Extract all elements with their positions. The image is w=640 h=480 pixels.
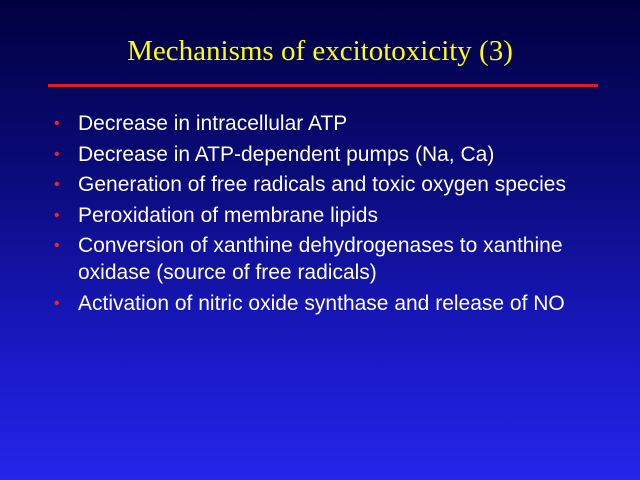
- bullet-icon: •: [54, 115, 60, 132]
- list-item: [54, 141, 614, 168]
- slide-title: Mechanisms of excitotoxicity (3): [127, 35, 513, 67]
- list-item-text: Decrease in ATP-dependent pumps (Na, Ca): [78, 142, 495, 166]
- bullet-icon: •: [54, 145, 60, 163]
- bullet-icon: •: [54, 206, 60, 224]
- list-item-text: Activation of nitric oxide synthase and release of NO: [78, 291, 565, 315]
- list-item: [54, 232, 614, 286]
- bullet-icon: •: [54, 294, 60, 312]
- title-divider: [48, 84, 598, 87]
- bullet-icon: •: [54, 176, 60, 193]
- list-item-text: Generation of free radicals and toxic oxygen species: [78, 173, 566, 196]
- list-item: [54, 171, 614, 198]
- list-item: [54, 110, 614, 137]
- bullet-list: [54, 110, 614, 320]
- list-item: [54, 290, 614, 317]
- bullet-icon: •: [54, 237, 60, 254]
- list-item-text: Decrease in intracellular ATP: [78, 112, 348, 135]
- list-item-text: Conversion of xanthine dehydrogenases to xanthine oxidase (source of free radicals): [78, 234, 563, 284]
- list-item-text: Peroxidation of membrane lipids: [78, 203, 378, 227]
- list-item: [54, 202, 614, 229]
